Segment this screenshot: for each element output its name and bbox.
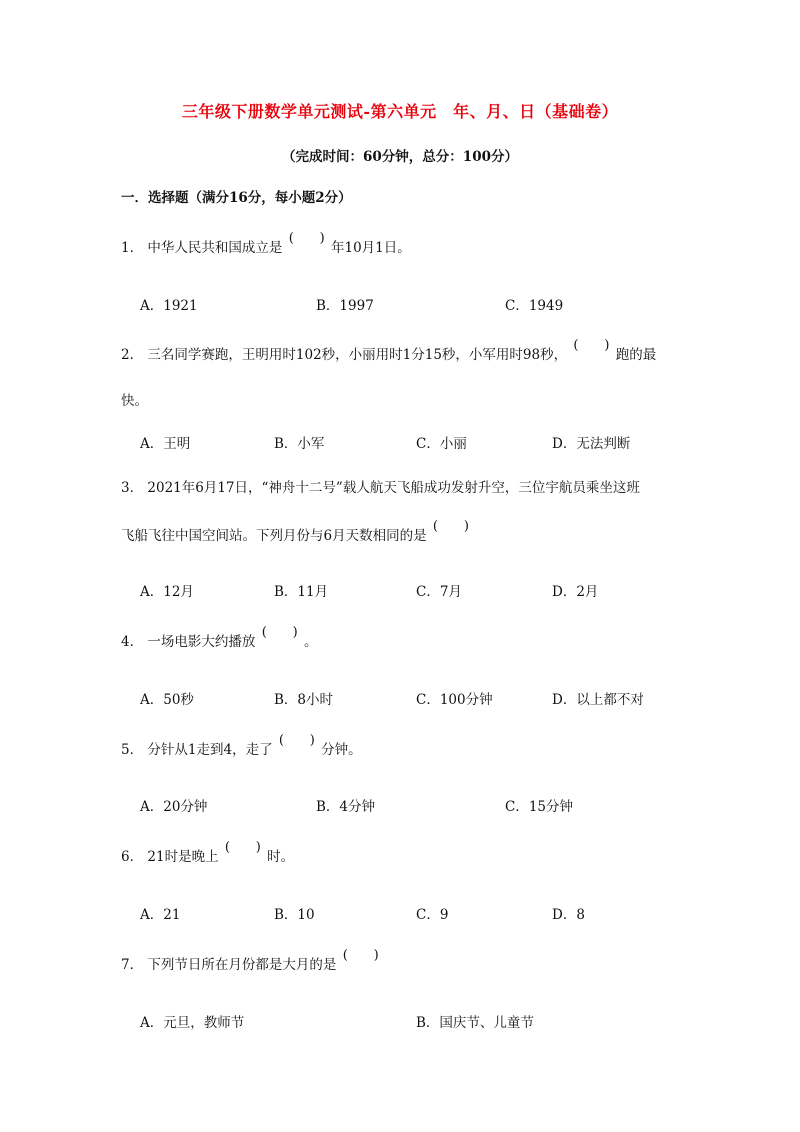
question-number: 7． xyxy=(121,957,144,973)
option-c: C．7月 xyxy=(416,584,462,600)
question-text-tail: 跑的最 xyxy=(615,347,657,363)
question-7 xyxy=(121,950,381,973)
answer-blank: ( ) xyxy=(432,519,469,534)
question-2 xyxy=(121,340,656,363)
question-text: 三名同学赛跑，王明用时102秒，小丽用时1分15秒，小军用时98秒， xyxy=(147,347,568,363)
option-b: B．1997 xyxy=(316,298,374,314)
question-6 xyxy=(121,842,294,865)
question-text-tail: 年10月1日。 xyxy=(330,240,411,256)
answer-blank: ( ) xyxy=(573,338,610,353)
question-text: 一场电影大约播放 xyxy=(147,634,256,650)
question-number: 2． xyxy=(121,347,144,363)
option-b: B．8小时 xyxy=(274,692,334,708)
question-number: 3． xyxy=(121,480,144,496)
option-d: D．无法判断 xyxy=(552,436,631,452)
question-text: 分针从1走到4，走了 xyxy=(147,742,273,758)
question-text: 下列节日所在月份都是大月的是 xyxy=(147,957,337,973)
option-a: A．20分钟 xyxy=(140,799,208,815)
option-c: C．9 xyxy=(416,907,449,923)
question-text: 飞船飞往中国空间站。下列月份与6月天数相同的是 xyxy=(121,528,427,544)
option-b: B．小军 xyxy=(274,436,325,452)
question-1 xyxy=(121,233,411,256)
question-number: 5． xyxy=(121,742,144,758)
answer-blank: ( ) xyxy=(224,840,261,855)
option-c: C．小丽 xyxy=(416,436,467,452)
option-a: A．50秒 xyxy=(140,692,194,708)
page-subtitle: （完成时间：60分钟，总分：100分） xyxy=(282,149,518,165)
option-b: B．10 xyxy=(274,907,315,923)
question-number: 6． xyxy=(121,849,144,865)
question-number: 4． xyxy=(121,634,144,650)
question-3 xyxy=(121,476,640,496)
question-text: 中华人民共和国成立是 xyxy=(147,240,283,256)
option-a: A．王明 xyxy=(140,436,191,452)
option-b: B．11月 xyxy=(274,584,329,600)
section-heading: 一．选择题（满分16分，每小题2分） xyxy=(121,190,352,206)
page-title: 三年级下册数学单元测试-第六单元 年、月、日（基础卷） xyxy=(181,102,619,121)
option-a: A．12月 xyxy=(140,584,194,600)
question-3-line2 xyxy=(121,521,471,544)
question-5 xyxy=(121,735,362,758)
option-a: A．21 xyxy=(140,907,181,923)
question-text: 21时是晚上 xyxy=(147,849,219,865)
option-a: A．元旦，教师节 xyxy=(140,1015,245,1031)
option-d: D．以上都不对 xyxy=(552,692,644,708)
option-d: D．8 xyxy=(552,907,585,923)
question-number: 1． xyxy=(121,240,144,256)
answer-blank: ( ) xyxy=(278,733,315,748)
question-text-tail: 分钟。 xyxy=(321,742,362,758)
option-d: D．2月 xyxy=(552,584,599,600)
answer-blank: ( ) xyxy=(288,231,325,246)
question-2-line2: 快。 xyxy=(121,393,148,409)
question-text-tail: 时。 xyxy=(267,849,295,865)
option-c: C．100分钟 xyxy=(416,692,493,708)
answer-blank: ( ) xyxy=(342,948,379,963)
answer-blank: ( ) xyxy=(261,625,298,640)
option-c: C．1949 xyxy=(505,298,564,314)
option-b: B．国庆节、儿童节 xyxy=(416,1015,534,1031)
option-c: C．15分钟 xyxy=(505,799,574,815)
question-4 xyxy=(121,627,317,650)
question-text: 2021年6月17日，“神舟十二号”载人航天飞船成功发射升空，三位宇航员乘坐这班 xyxy=(147,480,640,496)
option-a: A．1921 xyxy=(140,298,198,314)
option-b: B．4分钟 xyxy=(316,799,376,815)
question-text-tail: 。 xyxy=(303,634,318,650)
